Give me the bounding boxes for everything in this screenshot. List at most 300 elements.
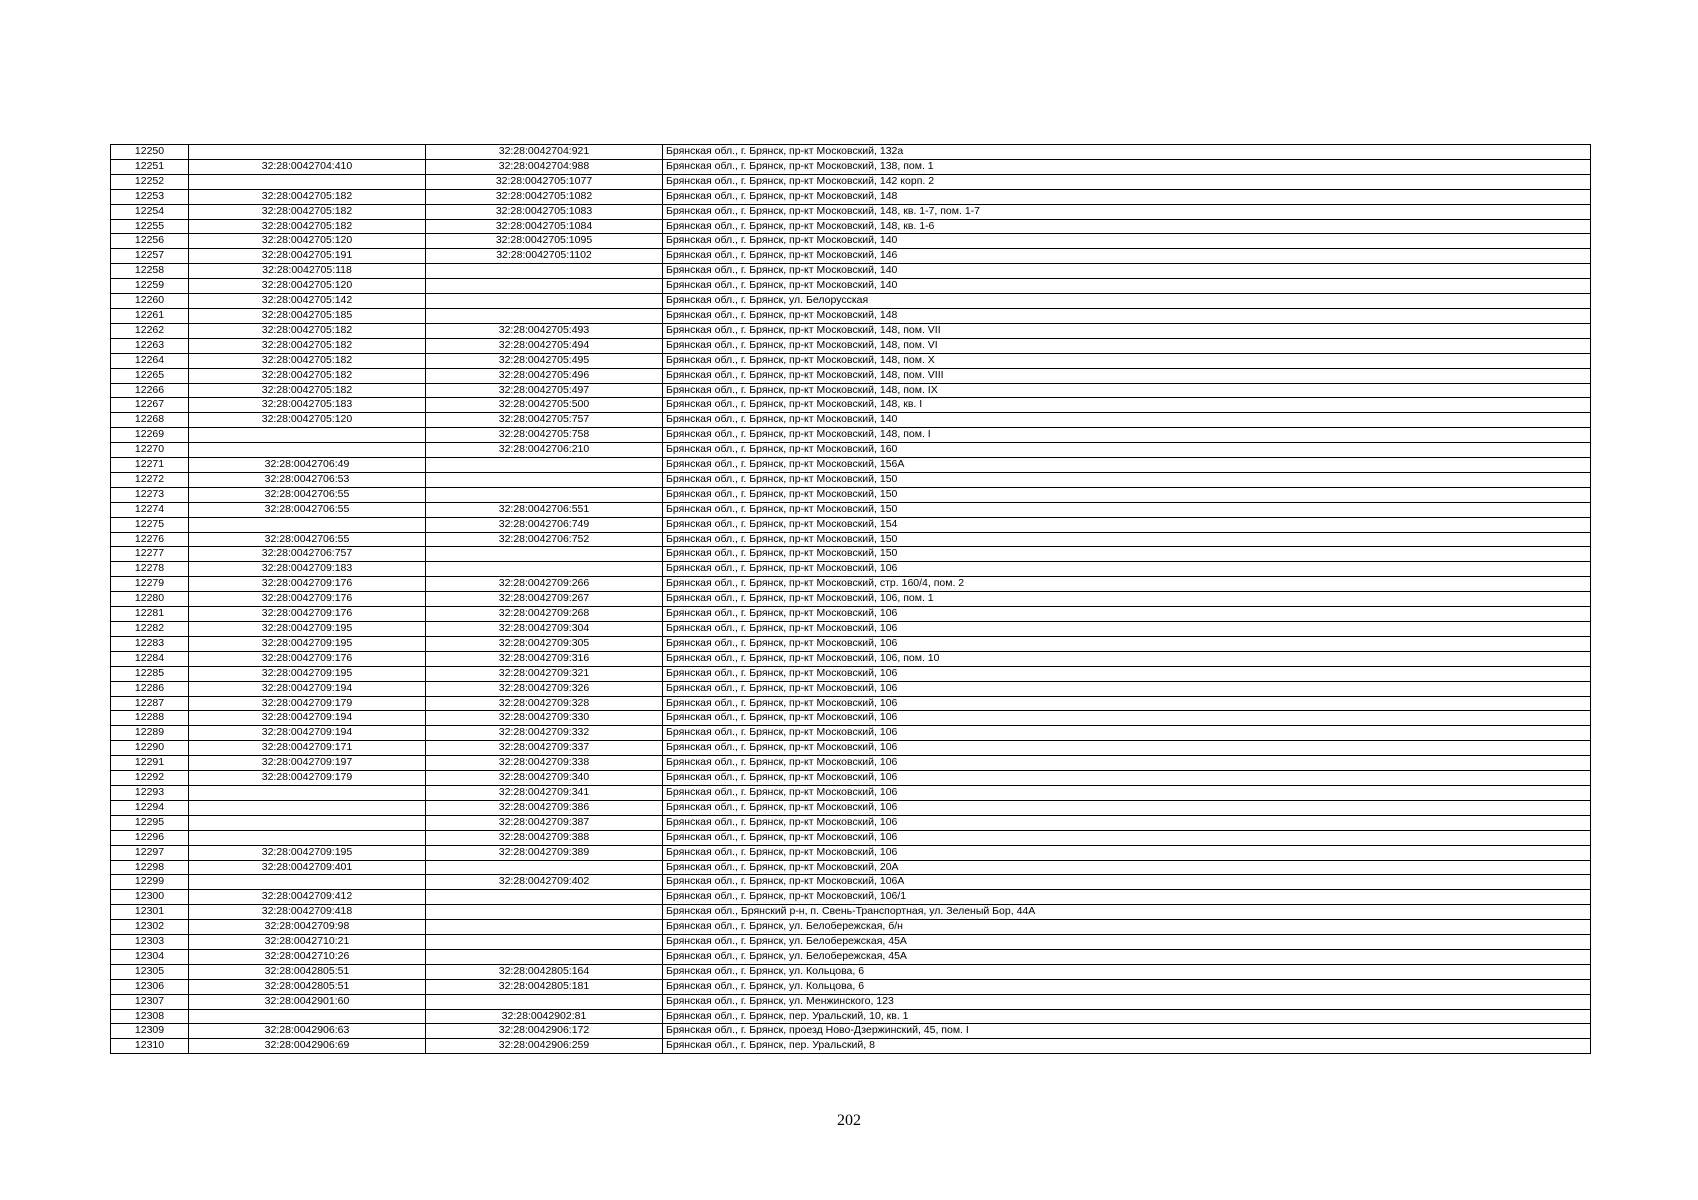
parent-cadastral-number-cell: 32:28:0042709:412 [189,890,426,905]
table-row [111,666,1591,681]
address-cell: Брянская обл., г. Брянск, пр-кт Московский, 148, пом. VI [663,338,1591,353]
cadastral-number-cell: 32:28:0042906:172 [426,1024,663,1039]
table-row [111,264,1591,279]
row-number-cell: 12297 [111,845,189,860]
page-number: 202 [837,1112,861,1129]
cadastral-number-cell: 32:28:0042709:386 [426,800,663,815]
address-cell: Брянская обл., г. Брянск, пр-кт Московский, стр. 160/4, пом. 2 [663,577,1591,592]
row-number-cell: 12287 [111,696,189,711]
table-row [111,145,1591,160]
table-row [111,398,1591,413]
table-row [111,994,1591,1009]
address-cell: Брянская обл., г. Брянск, пр-кт Московский, 106 [663,741,1591,756]
row-number-cell: 12300 [111,890,189,905]
address-cell: Брянская обл., г. Брянск, пр-кт Московский, 148, кв. I [663,398,1591,413]
parent-cadastral-number-cell: 32:28:0042805:51 [189,964,426,979]
row-number-cell: 12267 [111,398,189,413]
table-row [111,294,1591,309]
cadastral-number-cell: 32:28:0042709:267 [426,592,663,607]
parent-cadastral-number-cell: 32:28:0042704:410 [189,159,426,174]
cadastral-number-cell: 32:28:0042709:268 [426,607,663,622]
address-cell: Брянская обл., г. Брянск, пр-кт Московский, 106 [663,562,1591,577]
row-number-cell: 12292 [111,771,189,786]
parent-cadastral-number-cell: 32:28:0042705:120 [189,413,426,428]
table-row [111,964,1591,979]
parent-cadastral-number-cell: 32:28:0042709:176 [189,607,426,622]
row-number-cell: 12288 [111,711,189,726]
address-cell: Брянская обл., г. Брянск, ул. Белобережская, 45А [663,949,1591,964]
row-number-cell: 12303 [111,935,189,950]
cadastral-number-cell: 32:28:0042709:330 [426,711,663,726]
address-cell: Брянская обл., г. Брянск, пр-кт Московский, 148, пом. VIII [663,368,1591,383]
table-row [111,517,1591,532]
parent-cadastral-number-cell: 32:28:0042709:195 [189,622,426,637]
row-number-cell: 12277 [111,547,189,562]
row-number-cell: 12262 [111,323,189,338]
cadastral-number-cell: 32:28:0042705:757 [426,413,663,428]
parent-cadastral-number-cell [189,174,426,189]
table-row [111,756,1591,771]
cadastral-number-cell: 32:28:0042706:749 [426,517,663,532]
cadastral-number-cell: 32:28:0042709:326 [426,681,663,696]
parent-cadastral-number-cell: 32:28:0042706:55 [189,502,426,517]
cadastral-number-cell: 32:28:0042709:266 [426,577,663,592]
parent-cadastral-number-cell: 32:28:0042901:60 [189,994,426,1009]
cadastral-number-cell: 32:28:0042705:1102 [426,249,663,264]
row-number-cell: 12308 [111,1009,189,1024]
table-row [111,636,1591,651]
cadastral-number-cell: 32:28:0042705:494 [426,338,663,353]
parent-cadastral-number-cell: 32:28:0042906:69 [189,1039,426,1054]
parent-cadastral-number-cell: 32:28:0042709:195 [189,666,426,681]
table-row [111,785,1591,800]
cadastral-number-cell [426,994,663,1009]
row-number-cell: 12294 [111,800,189,815]
cadastral-number-cell: 32:28:0042902:81 [426,1009,663,1024]
table-row [111,905,1591,920]
table-row [111,815,1591,830]
row-number-cell: 12263 [111,338,189,353]
row-number-cell: 12310 [111,1039,189,1054]
parent-cadastral-number-cell [189,145,426,160]
cadastral-number-cell [426,294,663,309]
table-row [111,622,1591,637]
parent-cadastral-number-cell: 32:28:0042709:179 [189,771,426,786]
row-number-cell: 12293 [111,785,189,800]
table-row [111,726,1591,741]
address-cell: Брянская обл., г. Брянск, пр-кт Московский, 148, пом. IX [663,383,1591,398]
table-row [111,458,1591,473]
cadastral-number-cell [426,279,663,294]
table-row [111,592,1591,607]
cadastral-number-cell: 32:28:0042709:402 [426,875,663,890]
table-row [111,577,1591,592]
parent-cadastral-number-cell: 32:28:0042805:51 [189,979,426,994]
table-row [111,875,1591,890]
address-cell: Брянская обл., г. Брянск, пер. Уральский, 8 [663,1039,1591,1054]
row-number-cell: 12260 [111,294,189,309]
parent-cadastral-number-cell: 32:28:0042906:63 [189,1024,426,1039]
address-cell: Брянская обл., г. Брянск, пр-кт Московский, 106 [663,800,1591,815]
address-cell: Брянская обл., г. Брянск, ул. Кольцова, 6 [663,979,1591,994]
table-row [111,338,1591,353]
row-number-cell: 12276 [111,532,189,547]
row-number-cell: 12255 [111,219,189,234]
cadastral-number-cell [426,308,663,323]
cadastral-number-cell: 32:28:0042704:988 [426,159,663,174]
row-number-cell: 12268 [111,413,189,428]
cadastral-number-cell [426,905,663,920]
cadastral-number-cell [426,264,663,279]
parent-cadastral-number-cell: 32:28:0042705:182 [189,383,426,398]
address-cell: Брянская обл., г. Брянск, пр-кт Московский, 106 [663,666,1591,681]
cadastral-number-cell [426,890,663,905]
row-number-cell: 12250 [111,145,189,160]
address-cell: Брянская обл., г. Брянск, пр-кт Московский, 148 [663,189,1591,204]
parent-cadastral-number-cell: 32:28:0042709:195 [189,636,426,651]
parent-cadastral-number-cell: 32:28:0042709:194 [189,681,426,696]
cadastral-number-cell [426,458,663,473]
parent-cadastral-number-cell: 32:28:0042709:401 [189,860,426,875]
row-number-cell: 12289 [111,726,189,741]
address-cell: Брянская обл., г. Брянск, пр-кт Московский, 106 [663,636,1591,651]
table-row [111,234,1591,249]
row-number-cell: 12274 [111,502,189,517]
address-cell: Брянская обл., г. Брянск, ул. Кольцова, 6 [663,964,1591,979]
cadastral-number-cell: 32:28:0042705:493 [426,323,663,338]
address-cell: Брянская обл., г. Брянск, пр-кт Московский, 140 [663,279,1591,294]
address-cell: Брянская обл., г. Брянск, пр-кт Московский, 106 [663,607,1591,622]
address-cell: Брянская обл., г. Брянск, пр-кт Московский, 140 [663,234,1591,249]
parent-cadastral-number-cell [189,800,426,815]
cadastral-number-cell: 32:28:0042705:496 [426,368,663,383]
row-number-cell: 12257 [111,249,189,264]
row-number-cell: 12273 [111,487,189,502]
address-cell: Брянская обл., г. Брянск, пр-кт Московский, 160 [663,443,1591,458]
cadastral-number-cell: 32:28:0042709:305 [426,636,663,651]
parent-cadastral-number-cell: 32:28:0042706:757 [189,547,426,562]
parent-cadastral-number-cell: 32:28:0042709:183 [189,562,426,577]
table-row [111,979,1591,994]
address-cell: Брянская обл., г. Брянск, пр-кт Московский, 106 [663,696,1591,711]
parent-cadastral-number-cell: 32:28:0042710:26 [189,949,426,964]
cadastral-number-cell: 32:28:0042709:332 [426,726,663,741]
cadastral-number-cell: 32:28:0042709:338 [426,756,663,771]
cadastral-number-cell: 32:28:0042705:495 [426,353,663,368]
row-number-cell: 12295 [111,815,189,830]
parent-cadastral-number-cell: 32:28:0042705:120 [189,234,426,249]
row-number-cell: 12254 [111,204,189,219]
address-cell: Брянская обл., г. Брянск, пр-кт Московский, 106/1 [663,890,1591,905]
parent-cadastral-number-cell: 32:28:0042709:195 [189,845,426,860]
row-number-cell: 12265 [111,368,189,383]
row-number-cell: 12278 [111,562,189,577]
table-row [111,920,1591,935]
address-cell: Брянская обл., г. Брянск, пр-кт Московский, 106 [663,771,1591,786]
parent-cadastral-number-cell: 32:28:0042705:142 [189,294,426,309]
table-row [111,308,1591,323]
table-row [111,562,1591,577]
parent-cadastral-number-cell: 32:28:0042709:171 [189,741,426,756]
row-number-cell: 12256 [111,234,189,249]
address-cell: Брянская обл., г. Брянск, пр-кт Московский, 106 [663,785,1591,800]
parent-cadastral-number-cell: 32:28:0042705:182 [189,204,426,219]
address-cell: Брянская обл., г. Брянск, пр-кт Московский, 150 [663,532,1591,547]
table-row [111,368,1591,383]
cadastral-number-cell: 32:28:0042706:752 [426,532,663,547]
row-number-cell: 12261 [111,308,189,323]
row-number-cell: 12281 [111,607,189,622]
cadastral-number-cell: 32:28:0042709:387 [426,815,663,830]
parent-cadastral-number-cell [189,1009,426,1024]
row-number-cell: 12284 [111,651,189,666]
address-cell: Брянская обл., г. Брянск, пр-кт Московский, 106 [663,845,1591,860]
table-row [111,949,1591,964]
address-cell: Брянская обл., г. Брянск, пр-кт Московский, 150 [663,487,1591,502]
registry-table-body [111,145,1591,1054]
row-number-cell: 12304 [111,949,189,964]
cadastral-number-cell: 32:28:0042709:341 [426,785,663,800]
table-row [111,383,1591,398]
table-row [111,1024,1591,1039]
table-row [111,487,1591,502]
table-row [111,935,1591,950]
address-cell: Брянская обл., г. Брянск, пр-кт Московский, 154 [663,517,1591,532]
address-cell: Брянская обл., г. Брянск, пр-кт Московский, 148, пом. I [663,428,1591,443]
address-cell: Брянская обл., г. Брянск, пр-кт Московский, 138, пом. 1 [663,159,1591,174]
parent-cadastral-number-cell [189,785,426,800]
table-row [111,860,1591,875]
parent-cadastral-number-cell: 32:28:0042709:176 [189,592,426,607]
cadastral-number-cell [426,562,663,577]
table-row [111,800,1591,815]
row-number-cell: 12272 [111,472,189,487]
address-cell: Брянская обл., г. Брянск, пр-кт Московский, 140 [663,264,1591,279]
cadastral-number-cell: 32:28:0042709:389 [426,845,663,860]
cadastral-number-cell [426,860,663,875]
parent-cadastral-number-cell: 32:28:0042705:120 [189,279,426,294]
row-number-cell: 12285 [111,666,189,681]
table-row [111,681,1591,696]
address-cell: Брянская обл., г. Брянск, пр-кт Московский, 106, пом. 1 [663,592,1591,607]
row-number-cell: 12283 [111,636,189,651]
row-number-cell: 12259 [111,279,189,294]
table-row [111,413,1591,428]
cadastral-number-cell: 32:28:0042705:1084 [426,219,663,234]
table-row [111,174,1591,189]
cadastral-number-cell: 32:28:0042705:500 [426,398,663,413]
table-row [111,741,1591,756]
address-cell: Брянская обл., г. Брянск, пр-кт Московский, 150 [663,547,1591,562]
parent-cadastral-number-cell: 32:28:0042705:183 [189,398,426,413]
parent-cadastral-number-cell [189,815,426,830]
table-row [111,890,1591,905]
cadastral-number-cell: 32:28:0042709:321 [426,666,663,681]
cadastral-number-cell [426,472,663,487]
cadastral-number-cell: 32:28:0042805:164 [426,964,663,979]
row-number-cell: 12253 [111,189,189,204]
table-row [111,204,1591,219]
cadastral-number-cell: 32:28:0042709:337 [426,741,663,756]
table-row [111,651,1591,666]
row-number-cell: 12290 [111,741,189,756]
table-row [111,845,1591,860]
cadastral-number-cell: 32:28:0042906:259 [426,1039,663,1054]
address-cell: Брянская обл., г. Брянск, пр-кт Московский, 146 [663,249,1591,264]
parent-cadastral-number-cell: 32:28:0042705:182 [189,189,426,204]
table-row [111,249,1591,264]
parent-cadastral-number-cell: 32:28:0042705:191 [189,249,426,264]
address-cell: Брянская обл., г. Брянск, ул. Белобережская, 45А [663,935,1591,950]
address-cell: Брянская обл., г. Брянск, проезд Ново-Дзержинский, 45, пом. I [663,1024,1591,1039]
parent-cadastral-number-cell [189,443,426,458]
row-number-cell: 12291 [111,756,189,771]
row-number-cell: 12307 [111,994,189,1009]
address-cell: Брянская обл., г. Брянск, ул. Менжинского, 123 [663,994,1591,1009]
parent-cadastral-number-cell: 32:28:0042706:49 [189,458,426,473]
address-cell: Брянская обл., г. Брянск, пр-кт Московский, 106 [663,681,1591,696]
address-cell: Брянская обл., г. Брянск, пр-кт Московский, 106 [663,726,1591,741]
cadastral-number-cell: 32:28:0042709:316 [426,651,663,666]
row-number-cell: 12301 [111,905,189,920]
address-cell: Брянская обл., г. Брянск, пр-кт Московский, 106 [663,815,1591,830]
table-row [111,428,1591,443]
address-cell: Брянская обл., г. Брянск, пр-кт Московский, 148, кв. 1-6 [663,219,1591,234]
table-row [111,189,1591,204]
table-row [111,443,1591,458]
cadastral-number-cell: 32:28:0042705:1082 [426,189,663,204]
cadastral-number-cell: 32:28:0042709:328 [426,696,663,711]
parent-cadastral-number-cell: 32:28:0042709:176 [189,577,426,592]
row-number-cell: 12271 [111,458,189,473]
cadastral-number-cell: 32:28:0042709:304 [426,622,663,637]
table-row [111,219,1591,234]
address-cell: Брянская обл., г. Брянск, ул. Белорусская [663,294,1591,309]
table-row [111,472,1591,487]
cadastral-number-cell [426,547,663,562]
row-number-cell: 12270 [111,443,189,458]
parent-cadastral-number-cell: 32:28:0042710:21 [189,935,426,950]
cadastral-number-cell: 32:28:0042709:340 [426,771,663,786]
address-cell: Брянская обл., г. Брянск, пр-кт Московский, 148, пом. VII [663,323,1591,338]
cadastral-number-cell: 32:28:0042706:551 [426,502,663,517]
parent-cadastral-number-cell: 32:28:0042709:179 [189,696,426,711]
cadastral-number-cell: 32:28:0042705:1083 [426,204,663,219]
address-cell: Брянская обл., г. Брянск, пер. Уральский, 10, кв. 1 [663,1009,1591,1024]
address-cell: Брянская обл., г. Брянск, пр-кт Московский, 148, пом. X [663,353,1591,368]
parent-cadastral-number-cell [189,517,426,532]
cadastral-number-cell: 32:28:0042705:1095 [426,234,663,249]
parent-cadastral-number-cell: 32:28:0042709:418 [189,905,426,920]
row-number-cell: 12306 [111,979,189,994]
address-cell: Брянская обл., г. Брянск, пр-кт Московский, 106 [663,622,1591,637]
cadastral-number-cell: 32:28:0042709:388 [426,830,663,845]
parent-cadastral-number-cell: 32:28:0042705:185 [189,308,426,323]
parent-cadastral-number-cell: 32:28:0042709:194 [189,726,426,741]
parent-cadastral-number-cell: 32:28:0042705:182 [189,323,426,338]
table-row [111,547,1591,562]
row-number-cell: 12264 [111,353,189,368]
row-number-cell: 12279 [111,577,189,592]
table-row [111,502,1591,517]
table-row [111,1009,1591,1024]
address-cell: Брянская обл., г. Брянск, пр-кт Московский, 148 [663,308,1591,323]
address-cell: Брянская обл., г. Брянск, пр-кт Московский, 106 [663,756,1591,771]
parent-cadastral-number-cell: 32:28:0042705:182 [189,368,426,383]
row-number-cell: 12282 [111,622,189,637]
row-number-cell: 12269 [111,428,189,443]
parent-cadastral-number-cell: 32:28:0042709:194 [189,711,426,726]
row-number-cell: 12286 [111,681,189,696]
address-cell: Брянская обл., г. Брянск, пр-кт Московский, 142 корп. 2 [663,174,1591,189]
cadastral-number-cell: 32:28:0042705:758 [426,428,663,443]
cadastral-number-cell [426,949,663,964]
cadastral-number-cell [426,920,663,935]
table-row [111,696,1591,711]
address-cell: Брянская обл., г. Брянск, пр-кт Московский, 20А [663,860,1591,875]
parent-cadastral-number-cell: 32:28:0042705:118 [189,264,426,279]
parent-cadastral-number-cell [189,830,426,845]
row-number-cell: 12258 [111,264,189,279]
row-number-cell: 12252 [111,174,189,189]
table-row [111,279,1591,294]
cadastral-number-cell: 32:28:0042705:1077 [426,174,663,189]
cadastral-number-cell: 32:28:0042706:210 [426,443,663,458]
row-number-cell: 12298 [111,860,189,875]
cadastral-number-cell: 32:28:0042805:181 [426,979,663,994]
parent-cadastral-number-cell: 32:28:0042706:55 [189,487,426,502]
parent-cadastral-number-cell: 32:28:0042709:98 [189,920,426,935]
row-number-cell: 12302 [111,920,189,935]
table-row [111,353,1591,368]
parent-cadastral-number-cell: 32:28:0042705:182 [189,353,426,368]
table-row [111,830,1591,845]
address-cell: Брянская обл., г. Брянск, ул. Белобережская, б/н [663,920,1591,935]
table-row [111,1039,1591,1054]
parent-cadastral-number-cell: 32:28:0042705:182 [189,219,426,234]
address-cell: Брянская обл., г. Брянск, пр-кт Московский, 148, кв. 1-7, пом. 1-7 [663,204,1591,219]
address-cell: Брянская обл., г. Брянск, пр-кт Московский, 156А [663,458,1591,473]
row-number-cell: 12251 [111,159,189,174]
parent-cadastral-number-cell: 32:28:0042706:55 [189,532,426,547]
parent-cadastral-number-cell: 32:28:0042709:197 [189,756,426,771]
address-cell: Брянская обл., г. Брянск, пр-кт Московский, 140 [663,413,1591,428]
parent-cadastral-number-cell [189,428,426,443]
registry-table [110,144,1591,1054]
table-row [111,607,1591,622]
table-row [111,711,1591,726]
address-cell: Брянская обл., Брянский р-н, п. Свень-Транспортная, ул. Зеленый Бор, 44А [663,905,1591,920]
parent-cadastral-number-cell: 32:28:0042706:53 [189,472,426,487]
parent-cadastral-number-cell: 32:28:0042709:176 [189,651,426,666]
cadastral-number-cell [426,935,663,950]
row-number-cell: 12299 [111,875,189,890]
row-number-cell: 12309 [111,1024,189,1039]
table-row [111,323,1591,338]
parent-cadastral-number-cell: 32:28:0042705:182 [189,338,426,353]
row-number-cell: 12296 [111,830,189,845]
parent-cadastral-number-cell [189,875,426,890]
cadastral-number-cell: 32:28:0042704:921 [426,145,663,160]
table-row [111,771,1591,786]
address-cell: Брянская обл., г. Брянск, пр-кт Московский, 106А [663,875,1591,890]
cadastral-number-cell [426,487,663,502]
row-number-cell: 12305 [111,964,189,979]
address-cell: Брянская обл., г. Брянск, пр-кт Московский, 106 [663,830,1591,845]
address-cell: Брянская обл., г. Брянск, пр-кт Московский, 106 [663,711,1591,726]
address-cell: Брянская обл., г. Брянск, пр-кт Московский, 150 [663,502,1591,517]
table-row [111,159,1591,174]
